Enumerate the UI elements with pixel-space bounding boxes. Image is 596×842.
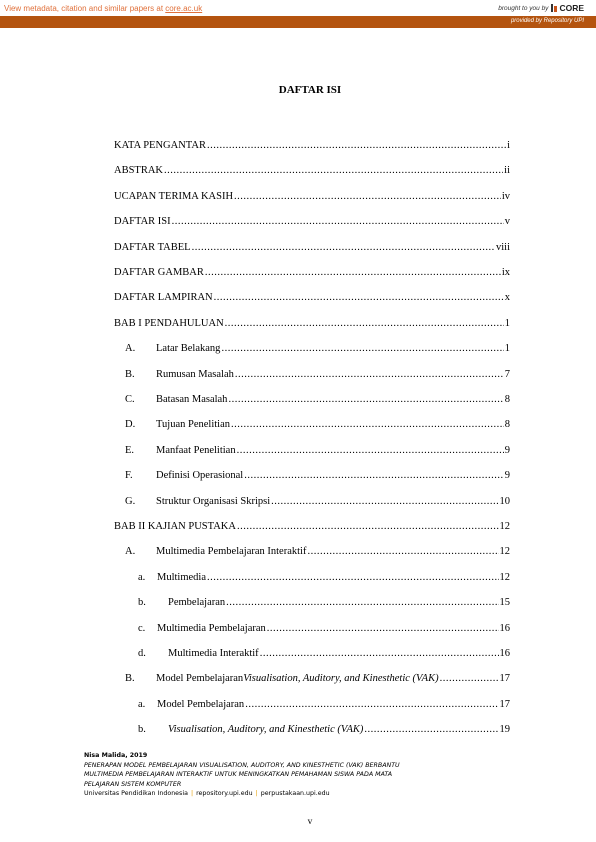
toc-entry-page: 12 [499, 521, 510, 532]
toc-entry[interactable] [125, 369, 510, 383]
toc-entry-page: 17 [499, 673, 510, 685]
toc-entry-label: Batasan Masalah [156, 394, 228, 405]
toc-entry-number: b. [138, 597, 146, 609]
toc-entry-label: Manfaat Penelitian [156, 444, 236, 456]
core-icon [551, 4, 557, 12]
toc-entry[interactable] [138, 699, 510, 713]
toc-entry-label: Model Pembelajaran [157, 698, 245, 710]
toc-entry-page: 9 [504, 444, 510, 456]
provider-bar [0, 16, 596, 28]
toc-entry[interactable] [138, 572, 510, 586]
toc-entry[interactable] [114, 521, 510, 535]
toc-entry[interactable] [125, 343, 510, 357]
footer-title-line-1: PENERAPAN MODEL PEMBELAJARAN VISUALISATION, AUDITORY, AND KINESTHETIC (VAK) BERBANTU [84, 761, 400, 769]
toc-entry[interactable] [125, 496, 510, 510]
toc-entry-page: v [504, 216, 510, 228]
core-banner [0, 0, 596, 16]
toc-entry-label: Pembelajaran [168, 597, 226, 609]
toc-entry-page: iv [501, 190, 510, 202]
toc-entry[interactable] [125, 470, 510, 484]
toc-entry-number: D. [125, 419, 136, 431]
toc-dot-leader [228, 394, 503, 405]
core-link[interactable]: core.ac.uk [165, 4, 203, 13]
toc-entry[interactable] [114, 242, 510, 256]
toc-dot-leader [234, 191, 501, 202]
toc-dot-leader [307, 546, 498, 557]
toc-entry-page: 8 [504, 394, 510, 405]
footer-title-line-2: MULTIMEDIA PEMBELAJARAN INTERAKTIF UNTUK MENINGKATKAN PEMAHAMAN SISWA PADA MATA [84, 771, 393, 778]
toc-dot-leader [225, 318, 504, 329]
toc-entry-number: a. [138, 698, 146, 710]
toc-entry-label-italic: Visualisation, Auditory, and Kinesthetic (VAK) [243, 673, 439, 685]
provided-by: provided by Repository UPI [510, 18, 584, 24]
toc-entry-number: E. [125, 444, 135, 456]
toc-entry[interactable] [114, 140, 510, 154]
toc-dot-leader [231, 419, 504, 430]
toc-entry-page: 10 [499, 495, 510, 507]
core-label: CORE [559, 3, 584, 13]
toc-entry[interactable] [114, 267, 510, 281]
toc-entry-page: ix [501, 267, 510, 278]
toc-entry-label: DAFTAR LAMPIRAN [114, 292, 213, 304]
toc-dot-leader [205, 267, 501, 278]
toc-entry[interactable] [125, 419, 510, 433]
toc-dot-leader [364, 724, 498, 735]
footer-institution [84, 789, 400, 799]
toc-entry-label: BAB II KAJIAN PUSTAKA [114, 521, 236, 532]
footer-repository[interactable]: repository.upi.edu [196, 790, 253, 797]
toc-dot-leader [267, 623, 499, 634]
toc-entry-label: Multimedia Interaktif [168, 648, 259, 659]
metadata-notice [4, 4, 202, 13]
page-title: DAFTAR ISI [278, 84, 342, 96]
toc-entry[interactable] [114, 165, 510, 179]
toc-dot-leader [172, 216, 504, 227]
toc-entry-page: 16 [499, 648, 510, 659]
toc-entry-number: C. [125, 394, 135, 405]
toc-entry-page: 7 [504, 368, 510, 380]
toc-entry-label: Struktur Organisasi Skripsi [156, 495, 271, 507]
toc-dot-leader [214, 292, 504, 303]
toc-dot-leader [235, 369, 504, 380]
footer-title-line-3: PELAJARAN SISTEM KOMPUTER [84, 780, 182, 788]
toc-entry-number: F. [125, 470, 133, 482]
footer-university: Universitas Pendidikan Indonesia [84, 790, 188, 797]
toc-entry-page: 8 [504, 419, 510, 431]
toc-entry-page: 1 [504, 317, 510, 329]
brought-by [498, 3, 584, 13]
toc-entry-label: Tujuan Penelitian [156, 419, 230, 431]
toc-entry[interactable] [125, 546, 510, 560]
toc-entry-page: viii [495, 241, 510, 253]
toc-entry[interactable] [125, 394, 510, 408]
toc-entry-label: KATA PENGANTAR [114, 140, 206, 151]
toc-entry-page: 16 [499, 622, 510, 634]
toc-entry-label: Rumusan Masalah [156, 368, 234, 380]
toc-entry-number: A. [125, 343, 136, 355]
page-footer [84, 751, 400, 799]
toc-dot-leader [237, 445, 504, 456]
toc-entry-label: Latar Belakang [156, 343, 221, 355]
toc-entry[interactable] [138, 724, 510, 738]
toc-entry-label: DAFTAR ISI [114, 216, 171, 228]
metadata-text: View metadata, citation and similar papers at [4, 4, 166, 13]
toc-entry-number: A. [125, 546, 136, 558]
toc-entry-label: ABSTRAK [114, 165, 164, 177]
toc-dot-leader [245, 699, 498, 710]
toc-entry-label: Multimedia Pembelajaran [157, 622, 266, 634]
toc-entry-number: B. [125, 673, 135, 685]
toc-dot-leader [226, 597, 498, 608]
toc-entry-page: ii [504, 165, 510, 177]
toc-entry-label: Multimedia [157, 571, 206, 583]
toc-entry-number: G. [125, 495, 136, 507]
toc-entry-page: 12 [499, 546, 510, 558]
toc-entry-label: Definisi Operasional [156, 470, 244, 482]
toc-entry[interactable] [138, 623, 510, 637]
toc-dot-leader [440, 673, 499, 684]
toc-dot-leader [271, 496, 498, 507]
toc-entry[interactable] [114, 191, 510, 205]
toc-entry-number: c. [138, 622, 146, 634]
toc-entry-number: B. [125, 368, 135, 380]
toc-entry[interactable] [114, 292, 510, 306]
toc-entry[interactable] [138, 648, 510, 662]
toc-entry-label: DAFTAR GAMBAR [114, 267, 204, 278]
toc-entry-label-italic: Visualisation, Auditory, and Kinesthetic (VAK) [168, 724, 364, 736]
toc-entry-label: BAB I PENDAHULUAN [114, 317, 224, 329]
toc-entry-number: b. [138, 724, 146, 736]
toc-entry-label: Model Pembelajaran [156, 673, 244, 685]
footer-separator: | [190, 790, 194, 797]
toc-entry-page: x [504, 292, 510, 304]
core-logo[interactable] [551, 3, 584, 13]
toc-entry-page: 17 [499, 698, 510, 710]
toc-entry[interactable] [114, 216, 510, 230]
toc-dot-leader [237, 521, 499, 532]
toc-entry-page: 1 [504, 343, 510, 355]
toc-dot-leader [221, 343, 503, 354]
toc-dot-leader [164, 165, 503, 176]
toc-dot-leader [260, 648, 499, 659]
brought-by-text: brought to you by [498, 4, 549, 12]
toc-entry-label: Multimedia Pembelajaran Interaktif [156, 546, 307, 558]
footer-author: Nisa Malida, 2019 [84, 752, 148, 759]
toc-entry[interactable] [125, 445, 510, 459]
toc-entry-label: UCAPAN TERIMA KASIH [114, 190, 234, 202]
toc-entry-page: 12 [499, 571, 510, 583]
toc-entry-page: 19 [499, 724, 510, 736]
toc-entry[interactable] [114, 318, 510, 332]
footer-separator: | [255, 790, 258, 797]
toc-entry-label: DAFTAR TABEL [114, 241, 191, 253]
toc-entry-page: i [507, 140, 510, 151]
toc-entry[interactable] [138, 597, 510, 611]
toc-entry-page: 15 [499, 597, 510, 609]
toc-entry[interactable] [125, 673, 510, 687]
page-number: v [307, 817, 313, 827]
toc-dot-leader [207, 572, 499, 583]
toc-entry-number: a. [138, 571, 146, 583]
toc-dot-leader [207, 140, 506, 151]
toc-dot-leader [192, 242, 495, 253]
toc-dot-leader [244, 470, 504, 481]
footer-library[interactable]: perpustakaan.upi.edu [260, 790, 330, 797]
toc-entry-number: d. [138, 648, 146, 659]
toc-entry-page: 9 [504, 470, 510, 482]
